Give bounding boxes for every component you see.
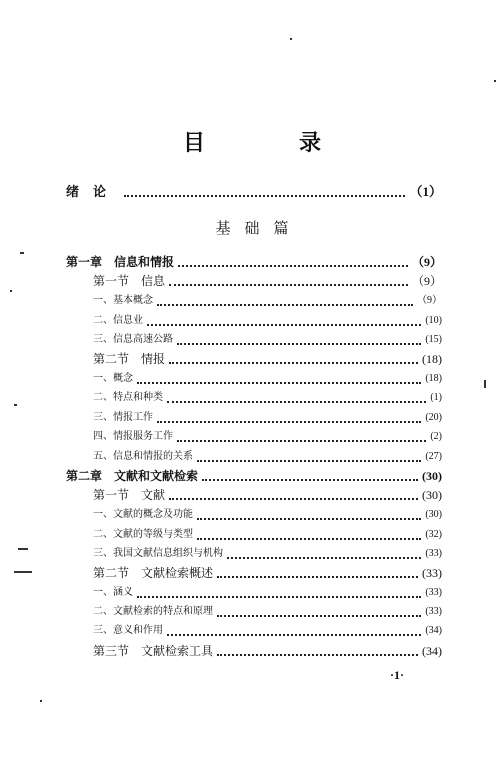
toc-entry-page: (33) — [425, 548, 442, 559]
toc-entry-label: 三、意义和作用 — [93, 625, 163, 636]
page-title: 目 录 — [182, 130, 357, 156]
toc-entry-label: 二、信息业 — [93, 315, 143, 326]
scan-speck — [14, 404, 17, 406]
toc-entry — [93, 292, 442, 310]
dot-leader — [169, 274, 408, 286]
toc-entry — [93, 526, 442, 544]
dot-leader — [137, 372, 421, 384]
dot-leader — [197, 508, 421, 520]
toc-entry-page: （9） — [417, 295, 442, 306]
dot-leader — [197, 450, 421, 462]
toc-entry — [93, 486, 442, 504]
toc-entry-label: 第二节 文献检索概述 — [93, 566, 214, 580]
toc-entry-page: （9） — [411, 274, 442, 288]
toc-entry-label: 第二节 情报 — [93, 352, 166, 366]
toc-entry — [93, 272, 442, 290]
toc-entry-page: (10) — [425, 315, 442, 326]
toc-entry-page: (30) — [422, 488, 442, 502]
toc-entry — [66, 467, 442, 485]
toc-entry — [93, 370, 442, 388]
dot-leader — [147, 314, 421, 326]
dot-leader — [217, 605, 421, 617]
toc-entry — [93, 428, 442, 446]
toc-entry — [93, 622, 442, 640]
toc-entry-page: (15) — [425, 334, 442, 345]
toc-entry-page: (32) — [425, 529, 442, 540]
toc-entry-page: (30) — [425, 509, 442, 520]
toc-entry-label: 四、情报服务工作 — [93, 431, 173, 442]
toc-entry-page: （1） — [409, 184, 442, 199]
toc-entry — [93, 331, 442, 349]
toc-entry-page: (18) — [422, 352, 442, 366]
toc-entry-label: 第三节 文献检索工具 — [93, 644, 214, 658]
toc-entry — [93, 409, 442, 427]
toc-entry-page: (33) — [422, 566, 442, 580]
toc-entry — [93, 312, 442, 330]
dot-leader — [227, 547, 421, 559]
toc-entry-label: 三、我国文献信息组织与机构 — [93, 548, 223, 559]
dot-leader — [217, 644, 418, 656]
toc-entry-label: 一、文献的概念及功能 — [93, 509, 193, 520]
dot-leader — [157, 294, 413, 306]
dot-leader — [178, 255, 408, 267]
toc-entry-page: (34) — [422, 644, 442, 658]
dot-leader — [169, 352, 418, 364]
scan-speck — [20, 252, 24, 254]
toc-entry-label: 三、信息高速公路 — [93, 334, 173, 345]
dot-leader — [124, 185, 405, 197]
toc-entry-label: 一、基本概念 — [93, 295, 153, 306]
toc-entry-label: 第一章 信息和情报 — [66, 255, 175, 269]
toc-entry-page: (33) — [425, 606, 442, 617]
toc-entry — [93, 350, 442, 368]
toc-entry — [93, 545, 442, 563]
toc-entry-page: (1) — [430, 392, 442, 403]
scan-speck — [14, 571, 32, 573]
dot-leader — [177, 333, 421, 345]
scan-speck — [10, 290, 12, 292]
toc-entry-label: 二、文献的等级与类型 — [93, 529, 193, 540]
toc-entry-label: 一、概念 — [93, 373, 133, 384]
toc-entry-label: 二、文献检索的特点和原理 — [93, 606, 213, 617]
toc-entry-label: 三、情报工作 — [93, 412, 153, 423]
dot-leader — [137, 586, 421, 598]
toc-entry — [93, 564, 442, 582]
toc-entry-label: 绪论 — [66, 185, 121, 200]
section-title: 基础篇 — [215, 219, 303, 237]
toc-entry — [93, 506, 442, 524]
dot-leader — [157, 411, 421, 423]
toc-entry — [66, 253, 442, 271]
toc-entry — [93, 448, 442, 466]
dot-leader — [167, 391, 426, 403]
toc-entry-page: （9） — [411, 255, 442, 269]
dot-leader — [167, 624, 421, 636]
toc-entry-label: 一、涵义 — [93, 587, 133, 598]
toc-entry-page: (20) — [425, 412, 442, 423]
toc-entry — [93, 584, 442, 602]
toc-entry-label: 五、信息和情报的关系 — [93, 451, 193, 462]
toc-entry-page: (34) — [425, 625, 442, 636]
dot-leader — [177, 430, 426, 442]
toc-entry — [93, 642, 442, 660]
scan-speck — [18, 548, 28, 550]
toc-entry — [66, 183, 442, 201]
toc-entry-page: (30) — [422, 469, 442, 483]
toc-entry-label: 第一节 文献 — [93, 488, 166, 502]
toc-entry-page: (27) — [425, 451, 442, 462]
toc-entry — [93, 603, 442, 621]
scan-speck — [484, 380, 486, 388]
toc-entry-page: (33) — [425, 587, 442, 598]
dot-leader — [202, 469, 418, 481]
dot-leader — [197, 528, 421, 540]
scan-speck — [40, 700, 42, 702]
toc-entry-page: (2) — [430, 431, 442, 442]
dot-leader — [169, 488, 418, 500]
scan-speck — [290, 38, 292, 40]
dot-leader — [217, 566, 418, 578]
page-number: ·1· — [390, 668, 405, 682]
toc-entry-label: 第一节 信息 — [93, 274, 166, 288]
toc-entry-label: 二、特点和种类 — [93, 392, 163, 403]
toc-entry-label: 第二章 文献和文献检索 — [66, 469, 199, 483]
toc-entry-page: (18) — [425, 373, 442, 384]
toc-entry — [93, 389, 442, 407]
scan-speck — [494, 80, 496, 82]
